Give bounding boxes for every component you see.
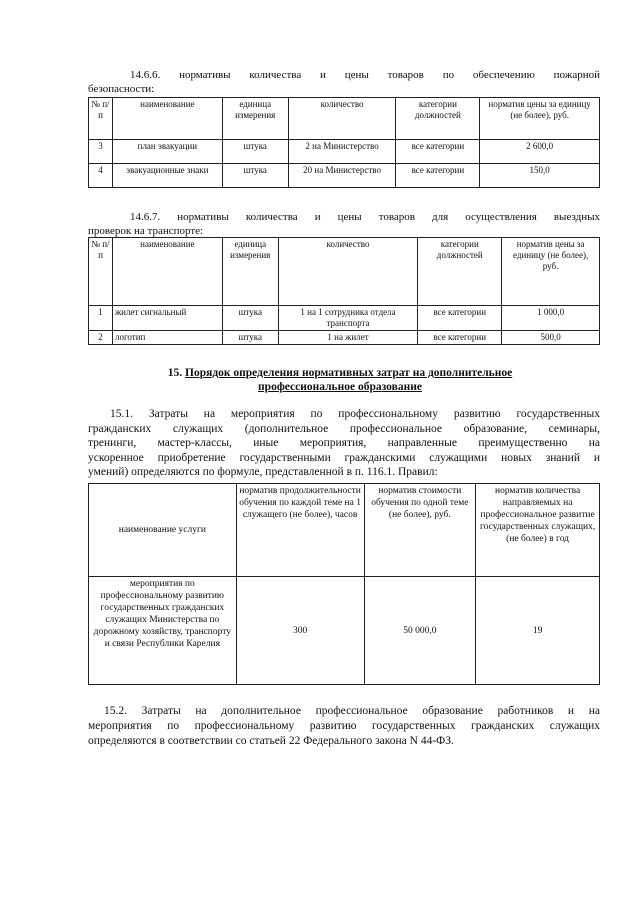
cell-service-name: мероприятия по профессиональному развитию государственных гражданских служащих Министерства по дорожному хозяйству, транспорту и связи Республики Карелия bbox=[89, 577, 237, 685]
cell-cost: 50 000,0 bbox=[364, 577, 476, 685]
table-row bbox=[89, 331, 600, 345]
table-row bbox=[89, 164, 600, 188]
cell-num: 3 bbox=[89, 140, 113, 164]
column-header: количество bbox=[288, 98, 396, 140]
cell-category: все категории bbox=[418, 306, 502, 331]
cell-category: все категории bbox=[418, 331, 502, 345]
column-header: категории должностей bbox=[396, 98, 480, 140]
column-header: наименование услуги bbox=[89, 484, 237, 577]
cell-qty: 1 на жилет bbox=[278, 331, 418, 345]
text-line: гражданских служащих (дополнительное профессиональное образование, семинары, bbox=[88, 422, 600, 435]
cell-num: 1 bbox=[89, 306, 113, 331]
cell-unit: штука bbox=[222, 331, 278, 345]
text-line: безопасности: bbox=[88, 83, 155, 95]
text-line: 15.2. Затраты на дополнительное профессиональное образование работников и на bbox=[104, 705, 600, 717]
column-header: количество bbox=[278, 238, 418, 306]
cell-unit: штука bbox=[222, 306, 278, 331]
table-row bbox=[89, 306, 600, 331]
cell-hours: 300 bbox=[236, 577, 364, 685]
text-line: 15.1. Затраты на мероприятия по профессиональному развитию государственных bbox=[110, 408, 600, 420]
text-line: мероприятия по профессиональному развитию государственных гражданских служащих bbox=[88, 720, 600, 732]
column-header: наименование bbox=[112, 98, 222, 140]
table-row bbox=[89, 140, 600, 164]
column-header: норматив цены за единицу (не более), руб. bbox=[502, 238, 600, 306]
cell-price: 1 000,0 bbox=[502, 306, 600, 331]
cell-num: 4 bbox=[89, 164, 113, 188]
column-header: единица измерения bbox=[222, 98, 288, 140]
column-header: категории должностей bbox=[418, 238, 502, 306]
text-line: определяются в соответствии со статьей 22 Федерального закона N 44-ФЗ. bbox=[88, 735, 454, 747]
cell-qty: 2 на Министерство bbox=[288, 140, 396, 164]
text-line: ускоренное приобретение государственными гражданскими служащими новых знаний и bbox=[88, 451, 600, 464]
cell-price: 2 600,0 bbox=[480, 140, 600, 164]
table-professional-development bbox=[88, 483, 600, 685]
cell-qty: 1 на 1 сотрудника отдела транспорта bbox=[278, 306, 418, 331]
cell-price: 500,0 bbox=[502, 331, 600, 345]
text-line: 14.6.6. нормативы количества и цены товаров по обеспечению пожарной bbox=[130, 69, 600, 81]
cell-num: 2 bbox=[89, 331, 113, 345]
section-15-heading bbox=[100, 366, 580, 394]
column-header: № п/п bbox=[89, 98, 113, 140]
section-title-line: профессиональное образование bbox=[258, 381, 422, 393]
text-line: тренинги, мастер-классы, иные мероприятия, направленные преимущественно на bbox=[88, 437, 600, 449]
section-number: 15. bbox=[167, 367, 183, 379]
paragraph-14-6-6 bbox=[88, 68, 600, 96]
text-line: проверок на транспорте: bbox=[88, 225, 204, 237]
text-line: умений) определяются по формуле, представленной в п. 116.1. Правил: bbox=[88, 466, 438, 478]
column-header: № п/п bbox=[89, 238, 113, 306]
table-row bbox=[89, 577, 600, 685]
table-fire-safety bbox=[88, 97, 600, 188]
column-header: наименование bbox=[112, 238, 222, 306]
cell-qty: 20 на Министерство bbox=[288, 164, 396, 188]
column-header: норматив количества направляемых на профессиональное развитие государственных служащих, (не более) в год bbox=[476, 484, 600, 577]
paragraph-14-6-7 bbox=[88, 210, 600, 238]
cell-category: все категории bbox=[396, 164, 480, 188]
cell-count: 19 bbox=[476, 577, 600, 685]
cell-unit: штука bbox=[222, 164, 288, 188]
text-line: 14.6.7. нормативы количества и цены товаров для осуществления выездных bbox=[130, 211, 600, 223]
table-transport-inspections bbox=[88, 237, 600, 345]
section-title-line: Порядок определения нормативных затрат на дополнительное bbox=[185, 367, 513, 379]
column-header: норматив продолжительности обучения по каждой теме на 1 служащего (не более), часов bbox=[236, 484, 364, 577]
column-header: норматив стоимости обучения по одной теме (не более), руб. bbox=[364, 484, 476, 577]
cell-price: 150,0 bbox=[480, 164, 600, 188]
cell-unit: штука bbox=[222, 140, 288, 164]
cell-name: план эвакуации bbox=[112, 140, 222, 164]
paragraph-15-2 bbox=[88, 704, 600, 749]
paragraph-15-1 bbox=[88, 407, 600, 480]
cell-category: все категории bbox=[396, 140, 480, 164]
cell-name: жилет сигнальный bbox=[112, 306, 222, 331]
column-header: норматив цены за единицу (не более), руб. bbox=[480, 98, 600, 140]
cell-name: логотип bbox=[112, 331, 222, 345]
column-header: единица измерения bbox=[222, 238, 278, 306]
cell-name: эвакуационные знаки bbox=[112, 164, 222, 188]
